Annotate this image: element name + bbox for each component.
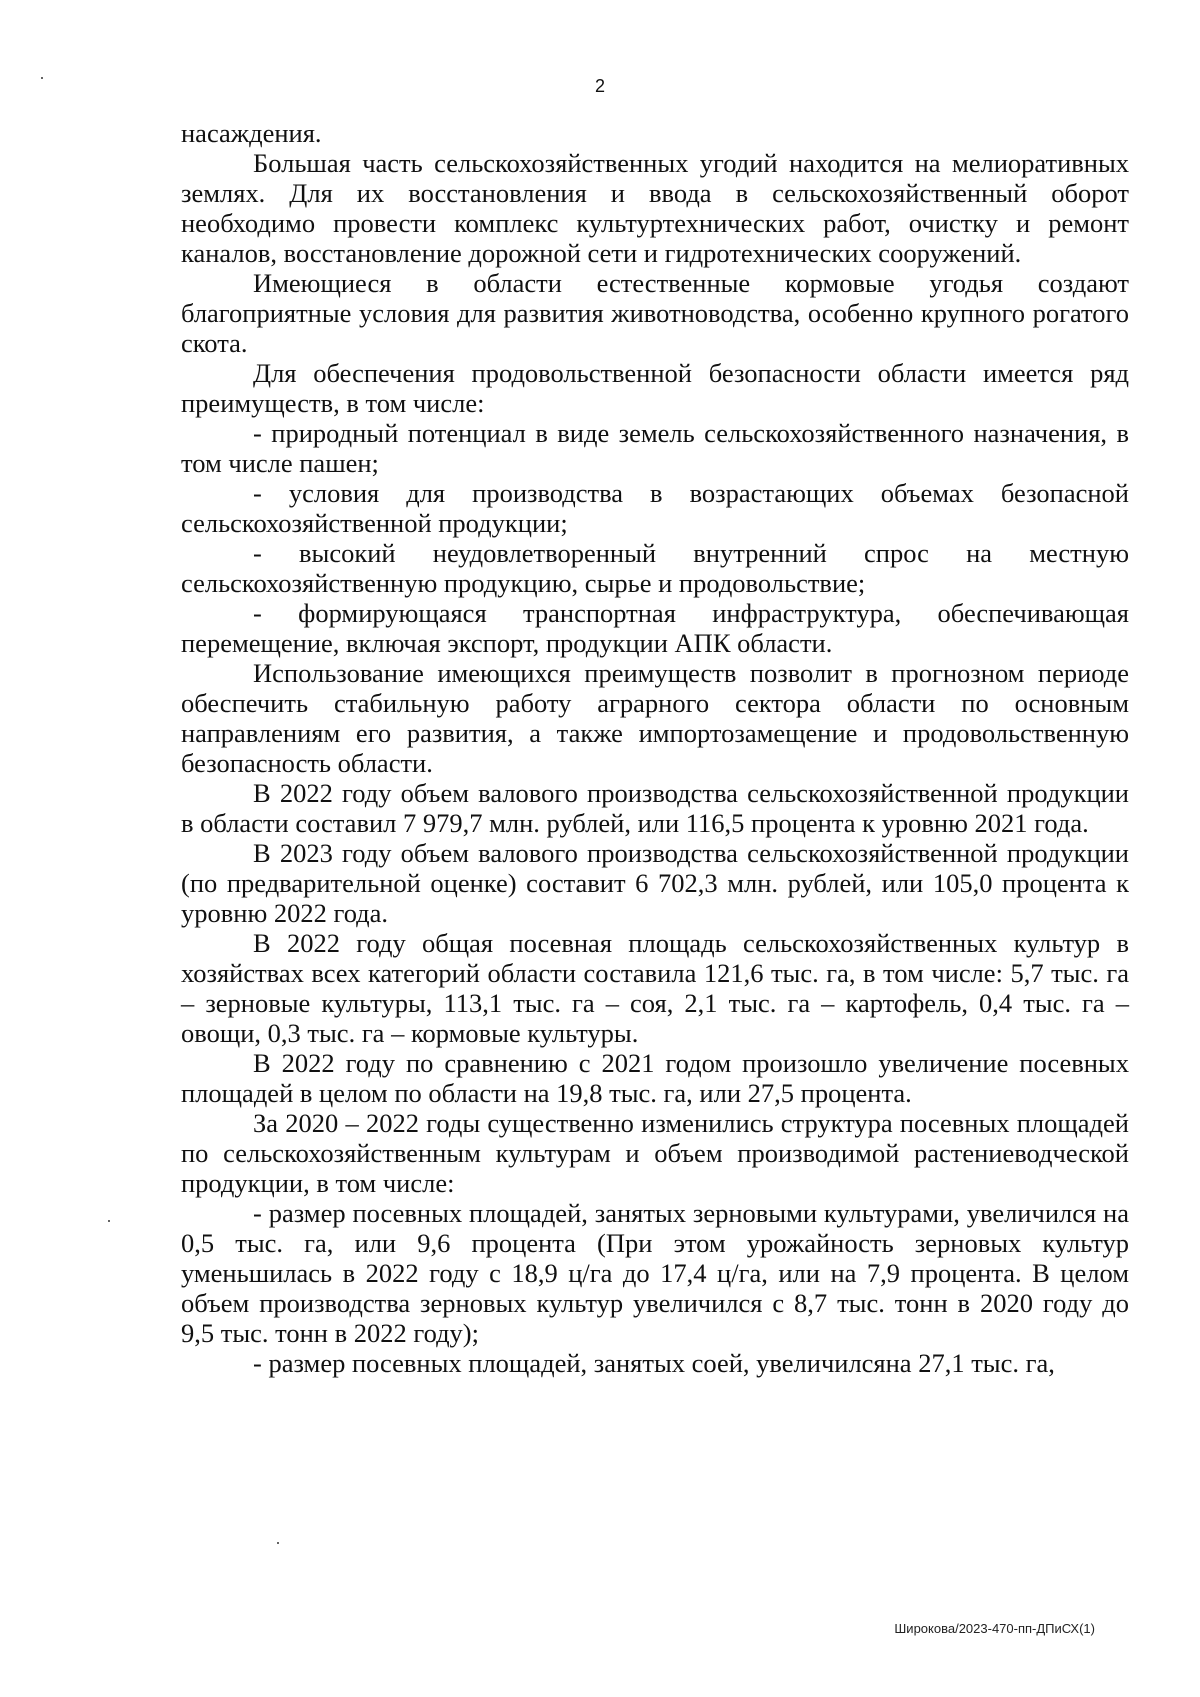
paragraph: За 2020 – 2022 годы существенно изменились структура посевных площадей по сельскохозяйственным культурам и объем производимой растениеводческой продукции, в том числе: [181, 1108, 1129, 1198]
scan-speck [108, 1220, 110, 1222]
paragraph: Использование имеющихся преимуществ позволит в прогнозном периоде обеспечить стабильную работу аграрного сектора области по основным направлениям его развития, а также импортозамещение и продовольственную безопасность области. [181, 658, 1129, 778]
paragraph: Большая часть сельскохозяйственных угодий находится на мелиоративных землях. Для их восстановления и ввода в сельскохозяйственный оборот необходимо провести комплекс культуртехнических работ, очистку и ремонт каналов, восстановление дорожной сети и гидротехнических сооружений. [181, 148, 1129, 268]
list-item: - размер посевных площадей, занятых зерновыми культурами, увеличился на 0,5 тыс. га, или 9,6 процента (При этом урожайность зерновых культур уменьшилась в 2022 году с 18,9 ц/га до 17,4 ц/га, или на 7,9 процента. В целом объем производства зерновых культур увеличился с 8,7 тыс. тонн в 2020 году до 9,5 тыс. тонн в 2022 году); [181, 1198, 1129, 1348]
paragraph: В 2022 году объем валового производства сельскохозяйственной продукции в области составил 7 979,7 млн. рублей, или 116,5 процента к уровню 2021 года. [181, 778, 1129, 838]
paragraph: В 2022 году по сравнению с 2021 годом произошло увеличение посевных площадей в целом по области на 19,8 тыс. га, или 27,5 процента. [181, 1048, 1129, 1108]
page-number: 2 [594, 76, 605, 96]
scan-speck [41, 77, 43, 79]
paragraph: Имеющиеся в области естественные кормовые угодья создают благоприятные условия для развития животноводства, особенно крупного рогатого скота. [181, 268, 1129, 358]
document-code: Широкова/2023-470-пп-ДПиСХ(1) [894, 1621, 1095, 1636]
paragraph: В 2022 году общая посевная площадь сельскохозяйственных культур в хозяйствах всех категорий области составила 121,6 тыс. га, в том числе: 5,7 тыс. га – зерновые культуры, 113,1 тыс. га – соя, 2,1 тыс. га – картофель, 0,4 тыс. га – овощи, 0,3 тыс. га – кормовые культуры. [181, 928, 1129, 1048]
list-item: - размер посевных площадей, занятых соей, увеличилсяна 27,1 тыс. га, [253, 1348, 1055, 1378]
list-item: - высокий неудовлетворенный внутренний спрос на местную сельскохозяйственную продукцию, сырье и продовольствие; [181, 538, 1129, 598]
list-item: - формирующаяся транспортная инфраструктура, обеспечивающая перемещение, включая экспорт, продукции АПК области. [181, 598, 1129, 658]
paragraph: Для обеспечения продовольственной безопасности области имеется ряд преимуществ, в том числе: [181, 358, 1129, 418]
paragraph: насаждения. [181, 118, 322, 148]
document-body [181, 118, 1129, 1378]
list-item: - условия для производства в возрастающих объемах безопасной сельскохозяйственной продукции; [181, 478, 1129, 538]
list-item: - природный потенциал в виде земель сельскохозяйственного назначения, в том числе пашен; [181, 418, 1129, 478]
paragraph: В 2023 году объем валового производства сельскохозяйственной продукции (по предварительной оценке) составит 6 702,3 млн. рублей, или 105,0 процента к уровню 2022 года. [181, 838, 1129, 928]
scan-speck [277, 1542, 279, 1544]
